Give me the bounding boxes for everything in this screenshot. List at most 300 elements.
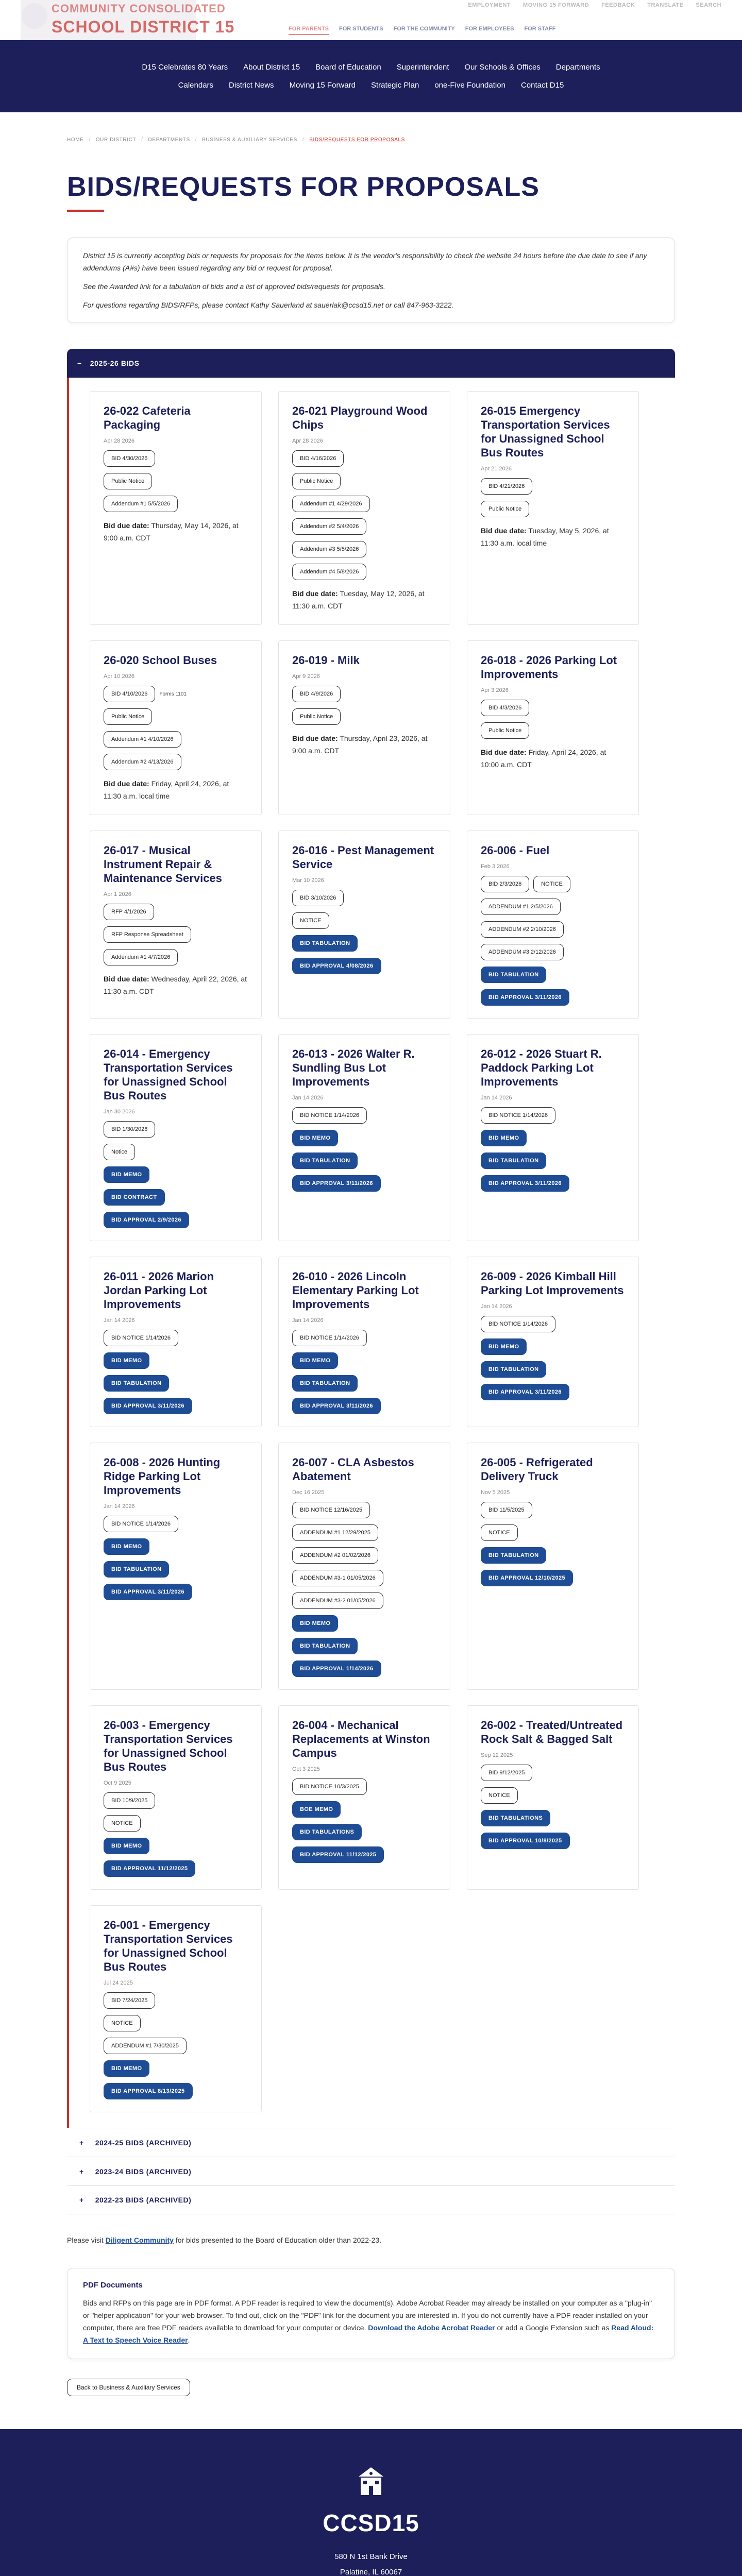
bid-due-label: Bid due date: <box>104 779 149 788</box>
bid-document-button[interactable]: NOTICE <box>481 1787 518 1804</box>
collapse-icon: − <box>77 359 82 367</box>
bid-document-button[interactable]: BID APPROVAL 3/11/2026 <box>292 1175 381 1192</box>
audience-nav <box>289 24 555 35</box>
main-nav-item-calendars[interactable]: Calendars <box>178 81 214 90</box>
bid-card <box>90 1443 262 1690</box>
utility-link-moving-15-forward[interactable]: MOVING 15 FORWARD <box>523 2 589 8</box>
bid-document-button[interactable]: Public Notice <box>104 708 152 725</box>
bid-button-row <box>481 1153 625 1169</box>
breadcrumb <box>67 137 675 143</box>
main-nav-row-2 <box>178 81 564 90</box>
bid-document-button[interactable]: BID MEMO <box>104 1352 149 1369</box>
utility-link-feedback[interactable]: FEEDBACK <box>601 2 635 8</box>
bid-document-button[interactable]: BID TABULATION <box>292 1153 358 1169</box>
bid-card-title: 26-020 School Buses <box>104 654 217 667</box>
audience-nav-for-students[interactable]: FOR STUDENTS <box>339 26 383 32</box>
bid-button-row <box>481 722 625 739</box>
bid-button-row <box>481 1833 625 1849</box>
bid-due-label: Bid due date: <box>292 734 338 742</box>
bid-button-row <box>104 1860 248 1877</box>
bid-document-button[interactable]: Notice <box>104 1144 135 1160</box>
bid-card <box>90 1034 262 1241</box>
bid-document-button[interactable]: Addendum #1 4/10/2026 <box>104 731 181 748</box>
bid-card <box>90 640 262 815</box>
bid-document-button[interactable]: ADDENDUM #2 2/10/2026 <box>481 921 564 938</box>
bid-button-row <box>292 1778 436 1795</box>
accordion-header-current[interactable] <box>67 349 675 378</box>
bid-button-row <box>292 1592 436 1609</box>
bid-due-date <box>292 587 436 612</box>
bid-document-button[interactable]: BID 1/30/2026 <box>104 1121 155 1138</box>
bid-button-row <box>104 949 248 965</box>
bid-document-button[interactable]: BID NOTICE 1/14/2026 <box>104 1516 178 1532</box>
bid-card-date: Nov 5 2025 <box>481 1489 510 1496</box>
bid-document-button[interactable]: ADDENDUM #3-2 01/05/2026 <box>292 1592 383 1609</box>
bid-document-button[interactable]: Addendum #3 5/5/2026 <box>292 541 366 557</box>
bid-card-date: Oct 3 2025 <box>292 1766 320 1772</box>
bid-document-button[interactable]: BID 4/16/2026 <box>292 450 344 467</box>
bid-document-button[interactable]: BID 4/21/2026 <box>481 478 532 495</box>
bids-grid <box>90 391 675 2112</box>
bid-due-label: Bid due date: <box>104 521 149 530</box>
bid-document-button[interactable]: BID APPROVAL 11/12/2025 <box>292 1846 384 1863</box>
bid-due-value: Wednesday, April 22, 2026, at 11:30 a.m. CDT <box>104 975 247 995</box>
bid-document-button[interactable]: BID TABULATION <box>481 1547 546 1564</box>
title-underline <box>67 210 104 212</box>
main-nav-item-one-five-foundation[interactable]: one-Five Foundation <box>434 81 505 90</box>
bid-button-row <box>104 926 248 943</box>
bid-button-row <box>104 1838 248 1854</box>
bid-button-row <box>481 1338 625 1355</box>
archived-sections <box>67 2128 675 2214</box>
utility-link-search[interactable]: SEARCH <box>696 2 721 8</box>
bid-document-button[interactable]: BID TABULATION <box>104 1375 169 1392</box>
bid-button-row <box>104 1212 248 1228</box>
utility-link-translate[interactable]: TRANSLATE <box>647 2 684 8</box>
bid-document-button[interactable]: BID TABULATION <box>104 1561 169 1578</box>
bid-due-value: Tuesday, May 5, 2026, at 11:30 a.m. local time <box>481 527 609 547</box>
breadcrumb-item-bids-requests-for-proposals[interactable]: BIDS/REQUESTS FOR PROPOSALS <box>309 137 405 143</box>
bid-card-title: 26-022 Cafeteria Packaging <box>104 404 191 431</box>
bid-button-row <box>292 1352 436 1369</box>
bid-button-row <box>104 1398 248 1414</box>
district-name-line1[interactable]: COMMUNITY CONSOLIDATED <box>52 2 226 15</box>
district-name-line2[interactable]: SCHOOL DISTRICT 15 <box>52 18 235 36</box>
bid-button-row <box>481 1316 625 1332</box>
bid-document-button[interactable]: BID APPROVAL 12/10/2025 <box>481 1570 573 1586</box>
footer-brand: CCSD15 <box>323 2510 419 2536</box>
bid-document-button[interactable]: BID TABULATIONS <box>292 1824 362 1840</box>
bid-document-button[interactable]: BID TABULATION <box>292 1638 358 1654</box>
bid-card <box>278 831 450 1019</box>
bid-due-value: Friday, April 24, 2026, at 10:00 a.m. CDT <box>481 748 606 769</box>
bid-button-row <box>104 1538 248 1555</box>
bid-document-button[interactable]: ADDENDUM #1 2/5/2026 <box>481 899 561 915</box>
bid-card <box>90 1905 262 2112</box>
bid-document-button[interactable]: BID APPROVAL 1/14/2026 <box>292 1660 381 1677</box>
bid-document-button[interactable]: Public Notice <box>292 708 341 725</box>
main-nav-item-district-news[interactable]: District News <box>229 81 274 90</box>
bid-button-row <box>292 1660 436 1677</box>
audience-nav-for-parents[interactable]: FOR PARENTS <box>289 24 329 35</box>
bid-button-row <box>292 518 436 535</box>
bid-button-row <box>292 1638 436 1654</box>
bid-document-button[interactable]: BID APPROVAL 10/8/2025 <box>481 1833 570 1849</box>
bid-button-row <box>292 1107 436 1124</box>
bid-document-button[interactable]: BID MEMO <box>104 1166 149 1183</box>
pdf-info-box <box>67 2268 675 2359</box>
bid-document-button[interactable]: BID NOTICE 1/14/2026 <box>104 1330 178 1346</box>
intro-paragraph-3: For questions regarding BIDS/RFPs, please contact Kathy Sauerland at sauerlak@ccsd15.net or call 847-963-3222. <box>83 301 454 309</box>
bid-card <box>467 1034 639 1241</box>
bid-document-button[interactable]: BID NOTICE 1/14/2026 <box>292 1330 367 1346</box>
bid-card-date: Mar 10 2026 <box>292 877 324 884</box>
bid-card-title: 26-004 - Mechanical Replacements at Winston Campus <box>292 1719 430 1759</box>
bid-button-row <box>481 1107 625 1124</box>
bid-card-title: 26-019 - Milk <box>292 654 360 667</box>
main-nav-item-board-of-education[interactable]: Board of Education <box>315 63 381 72</box>
bid-card-date: Jan 14 2026 <box>292 1317 324 1324</box>
bid-document-button[interactable]: BID 11/5/2025 <box>481 1502 532 1518</box>
bid-document-button[interactable]: BID TABULATION <box>481 1361 546 1378</box>
bids-accordion <box>67 349 675 2214</box>
bid-due-label: Bid due date: <box>104 975 149 983</box>
bid-document-button[interactable]: NOTICE <box>481 1524 518 1541</box>
bid-due-value: Thursday, May 14, 2026, at 9:00 a.m. CDT <box>104 521 239 542</box>
bid-card <box>467 391 639 625</box>
bid-card-date: Apr 28 2026 <box>292 438 323 444</box>
bid-card-buttons <box>481 876 625 1006</box>
breadcrumb-item-business-auxiliary-services[interactable]: BUSINESS & AUXILIARY SERVICES <box>202 137 297 143</box>
bid-button-row <box>292 541 436 557</box>
bid-card-buttons <box>104 904 248 965</box>
bid-button-row <box>481 1175 625 1192</box>
bid-document-button[interactable]: ADDENDUM #1 7/30/2025 <box>104 2038 187 2054</box>
bid-document-button[interactable]: BID MEMO <box>292 1352 338 1369</box>
bid-document-button[interactable]: BID CONTRACT <box>104 1189 165 1206</box>
intro-paragraph-2: See the Awarded link for a tabulation of bids and a list of approved bids/requests for proposals. <box>83 282 385 291</box>
archived-section-2022-23-bids-archived[interactable] <box>67 2185 675 2214</box>
bid-button-row <box>481 478 625 495</box>
bid-button-row <box>104 1584 248 1600</box>
bid-document-button[interactable]: BID 4/30/2026 <box>104 450 155 467</box>
bid-button-row <box>292 1330 436 1346</box>
bid-document-button[interactable]: NOTICE <box>104 2015 141 2031</box>
bid-card-title: 26-021 Playground Wood Chips <box>292 404 428 431</box>
bid-card-date: Apr 10 2026 <box>104 673 134 680</box>
bid-due-label: Bid due date: <box>481 527 527 535</box>
bid-button-row <box>481 501 625 517</box>
bid-document-button[interactable]: BID 2/3/2026 <box>481 876 529 892</box>
bid-card-date: Jan 14 2026 <box>292 1095 324 1101</box>
bid-button-row <box>292 1175 436 1192</box>
bid-document-button[interactable]: ADDENDUM #3 2/12/2026 <box>481 944 564 960</box>
bid-document-button[interactable]: NOTICE <box>104 1815 141 1832</box>
bid-card <box>278 1443 450 1690</box>
address-line-1: 580 N 1st Bank Drive <box>334 2552 408 2561</box>
bid-document-button[interactable]: BID MEMO <box>481 1130 527 1146</box>
bid-card-buttons <box>104 1992 248 2099</box>
bid-button-row <box>292 890 436 906</box>
bid-due-value: Tuesday, May 12, 2026, at 11:30 a.m. CDT <box>292 589 425 610</box>
bid-card <box>90 391 262 625</box>
site-footer <box>0 2429 742 2576</box>
bid-document-button[interactable]: BID APPROVAL 11/12/2025 <box>104 1860 195 1877</box>
bid-card-title: 26-018 - 2026 Parking Lot Improvements <box>481 654 617 681</box>
bid-card-date: Jan 14 2026 <box>481 1095 512 1101</box>
audience-nav-for-the-community[interactable]: FOR THE COMMUNITY <box>393 26 455 32</box>
bid-button-row <box>104 1330 248 1346</box>
bid-card-date: Sep 12 2025 <box>481 1752 513 1758</box>
address-line-2: Palatine, IL 60067 <box>340 2568 402 2576</box>
bid-document-button[interactable]: BID TABULATION <box>481 967 546 983</box>
bid-button-row <box>292 473 436 489</box>
bid-document-button[interactable]: BID NOTICE 1/14/2026 <box>481 1107 555 1124</box>
archived-section-2023-24-bids-archived[interactable] <box>67 2157 675 2185</box>
site-header <box>0 0 742 40</box>
pdf-text-mid: or add a Google Extension such as <box>495 2324 612 2332</box>
breadcrumb-item-departments[interactable]: DEPARTMENTS <box>148 137 190 143</box>
bid-card-buttons <box>104 450 248 512</box>
read-aloud-link[interactable]: Read Aloud: A Text to Speech Voice Reader <box>83 2324 654 2344</box>
bid-document-button[interactable]: Addendum #1 5/5/2026 <box>104 496 178 512</box>
bid-document-button[interactable]: BID 10/9/2025 <box>104 1792 155 1809</box>
bid-card <box>278 391 450 625</box>
bid-card-date: Feb 3 2026 <box>481 863 510 870</box>
bid-card <box>278 1034 450 1241</box>
archived-section-2024-25-bids-archived[interactable] <box>67 2128 675 2157</box>
bid-button-row <box>292 1615 436 1632</box>
pdf-info-text <box>83 2297 659 2346</box>
breadcrumb-item-home[interactable]: HOME <box>67 137 84 143</box>
bid-document-button[interactable]: BID 4/10/2026 <box>104 686 155 702</box>
bid-document-button[interactable]: BID APPROVAL 3/11/2026 <box>292 1398 381 1414</box>
bid-document-button[interactable]: BID APPROVAL 8/13/2025 <box>104 2083 193 2099</box>
bid-document-button[interactable]: NOTICE <box>292 912 329 929</box>
bid-document-button[interactable]: BID 7/24/2025 <box>104 1992 155 2009</box>
bid-card-title: 26-016 - Pest Management Service <box>292 844 434 871</box>
expand-icon: + <box>79 2196 84 2204</box>
bid-button-row <box>292 496 436 512</box>
bid-button-row <box>292 1524 436 1541</box>
bid-document-button[interactable]: BID NOTICE 1/14/2026 <box>481 1316 555 1332</box>
bid-document-button[interactable]: BID NOTICE 1/14/2026 <box>292 1107 367 1124</box>
diligent-note <box>67 2236 675 2244</box>
bid-card-title: 26-013 - 2026 Walter R. Sundling Bus Lot Improvements <box>292 1047 415 1088</box>
bid-button-row <box>104 1189 248 1206</box>
bid-card-date: Apr 28 2026 <box>104 438 134 444</box>
bid-button-row <box>104 1375 248 1392</box>
bid-document-button[interactable]: ADDENDUM #1 12/29/2025 <box>292 1524 378 1541</box>
bid-card <box>278 1705 450 1890</box>
bid-button-row <box>104 2083 248 2099</box>
district-seal-icon[interactable] <box>22 3 47 29</box>
bid-document-button[interactable]: BID APPROVAL 3/11/2026 <box>481 1175 569 1192</box>
bid-card-title: 26-007 - CLA Asbestos Abatement <box>292 1456 414 1483</box>
bid-card-date: Dec 16 2025 <box>292 1489 325 1496</box>
main-nav-item-d15-celebrates-80-years[interactable]: D15 Celebrates 80 Years <box>142 63 228 72</box>
bid-due-date <box>104 777 248 802</box>
bid-button-row <box>481 1810 625 1826</box>
bid-document-button[interactable]: BID 9/12/2025 <box>481 1765 532 1781</box>
bid-button-row <box>292 1801 436 1818</box>
bid-card-buttons <box>481 700 625 739</box>
bid-button-row <box>292 1130 436 1146</box>
bid-card-buttons <box>292 1502 436 1677</box>
main-nav-item-about-district-15[interactable]: About District 15 <box>243 63 300 72</box>
bid-card-title: 26-003 - Emergency Transportation Services for Unassigned School Bus Routes <box>104 1719 233 1773</box>
bid-card-buttons <box>292 450 436 580</box>
bid-document-button[interactable]: NOTICE <box>533 876 570 892</box>
bid-document-button[interactable]: BID TABULATION <box>292 1375 358 1392</box>
footer-address <box>0 2549 742 2576</box>
bid-document-button[interactable]: Addendum #1 4/7/2026 <box>104 949 178 965</box>
breadcrumb-item-our-district[interactable]: OUR DISTRICT <box>95 137 137 143</box>
bid-button-row <box>104 450 248 467</box>
bid-document-button[interactable]: BID NOTICE 12/16/2025 <box>292 1502 370 1518</box>
bid-card-buttons <box>292 890 436 974</box>
bid-card-date: Apr 9 2026 <box>292 673 320 680</box>
bid-due-value: Friday, April 24, 2026, at 11:30 a.m. local time <box>104 779 229 800</box>
bid-card-buttons <box>292 1107 436 1192</box>
bid-document-button[interactable]: BID MEMO <box>292 1130 338 1146</box>
bid-button-row <box>104 1352 248 1369</box>
diligent-community-link[interactable]: Diligent Community <box>105 2236 174 2244</box>
accordion-header-label: 2025-26 BIDS <box>90 359 140 367</box>
bid-card-title: 26-014 - Emergency Transportation Services for Unassigned School Bus Routes <box>104 1047 233 1102</box>
bid-button-row <box>292 935 436 952</box>
bid-button-note: Forms 1101 <box>159 691 187 697</box>
accordion-body-current <box>67 378 675 2128</box>
bid-document-button[interactable]: BID MEMO <box>104 2060 149 2077</box>
bid-document-button[interactable]: BID APPROVAL 3/11/2026 <box>104 1398 192 1414</box>
adobe-reader-link[interactable]: Download the Adobe Acrobat Reader <box>368 2324 495 2332</box>
bid-card-buttons <box>104 1516 248 1600</box>
bid-document-button[interactable]: RFP 4/1/2026 <box>104 904 154 920</box>
bid-card <box>467 831 639 1019</box>
bid-button-row <box>292 1502 436 1518</box>
bid-document-button[interactable]: Addendum #4 5/8/2026 <box>292 564 366 580</box>
bid-document-button[interactable]: ADDENDUM #3-1 01/05/2026 <box>292 1570 383 1586</box>
bid-due-label: Bid due date: <box>292 589 338 598</box>
audience-nav-for-employees[interactable]: FOR EMPLOYEES <box>465 26 514 32</box>
main-nav-item-strategic-plan[interactable]: Strategic Plan <box>370 81 419 90</box>
bid-card-title: 26-009 - 2026 Kimball Hill Parking Lot Improvements <box>481 1270 624 1297</box>
bid-card-title: 26-002 - Treated/Untreated Rock Salt & Bagged Salt <box>481 1719 623 1745</box>
bid-document-button[interactable]: BID TABULATION <box>481 1153 546 1169</box>
bid-document-button[interactable]: BID APPROVAL 3/11/2026 <box>481 989 569 1006</box>
bid-document-button[interactable]: Addendum #2 5/4/2026 <box>292 518 366 535</box>
bid-document-button[interactable]: RFP Response Spreadsheet <box>104 926 191 943</box>
bid-due-date <box>104 973 248 997</box>
main-content <box>67 112 675 2429</box>
main-nav-item-contact-d15[interactable]: Contact D15 <box>520 81 564 90</box>
bid-card-title: 26-006 - Fuel <box>481 844 550 857</box>
expand-icon: + <box>79 2138 84 2147</box>
bid-document-button[interactable]: BID APPROVAL 3/11/2026 <box>104 1584 192 1600</box>
bid-due-date <box>481 524 625 549</box>
bid-document-button[interactable]: Public Notice <box>292 473 341 489</box>
bid-button-row <box>104 731 248 748</box>
diligent-note-pre: Please visit <box>67 2236 106 2244</box>
audience-nav-for-staff[interactable]: FOR STAFF <box>524 26 556 32</box>
bid-document-button[interactable]: BID TABULATION <box>292 935 358 952</box>
bid-button-row <box>481 921 625 938</box>
bid-card-title: 26-015 Emergency Transportation Services for Unassigned School Bus Routes <box>481 404 610 459</box>
bid-document-button[interactable]: Addendum #1 4/29/2026 <box>292 496 370 512</box>
bid-card-date: Oct 9 2025 <box>104 1780 131 1786</box>
bid-card <box>467 1257 639 1427</box>
bid-document-button[interactable]: BID MEMO <box>104 1538 149 1555</box>
breadcrumb-separator: / <box>89 137 91 143</box>
bid-button-row <box>292 1824 436 1840</box>
bid-document-button[interactable]: BID APPROVAL 4/08/2026 <box>292 958 381 974</box>
bid-document-button[interactable]: BID MEMO <box>292 1615 338 1632</box>
intro-box <box>67 238 675 323</box>
bid-card-date: Jul 24 2025 <box>104 1980 133 1986</box>
bid-document-button[interactable]: Public Notice <box>481 501 529 517</box>
bid-document-button[interactable]: Public Notice <box>481 722 529 739</box>
back-button[interactable]: Back to Business & Auxiliary Services <box>67 2379 190 2396</box>
bid-document-button[interactable]: BID MEMO <box>104 1838 149 1854</box>
bid-card-title: 26-005 - Refrigerated Delivery Truck <box>481 1456 593 1483</box>
bid-document-button[interactable]: BID 3/10/2026 <box>292 890 344 906</box>
bid-card-buttons <box>292 1778 436 1863</box>
bid-document-button[interactable]: BID TABULATIONS <box>481 1810 550 1826</box>
bid-document-button[interactable]: BID 4/3/2026 <box>481 700 529 716</box>
bid-button-row <box>481 1765 625 1781</box>
bid-due-value: Thursday, April 23, 2026, at 9:00 a.m. CDT <box>292 734 428 755</box>
bid-button-row <box>292 958 436 974</box>
bid-card-date: Apr 3 2026 <box>481 687 509 693</box>
bid-card-date: Jan 14 2026 <box>104 1317 135 1324</box>
bid-document-button[interactable]: BOE MEMO <box>292 1801 341 1818</box>
bid-button-row <box>104 2060 248 2077</box>
main-nav-item-our-schools-offices[interactable]: Our Schools & Offices <box>464 63 541 72</box>
main-nav <box>0 40 742 112</box>
bid-button-row <box>481 1130 625 1146</box>
bid-document-button[interactable]: Public Notice <box>104 473 152 489</box>
main-nav-item-departments[interactable]: Departments <box>555 63 600 72</box>
bid-card-buttons <box>104 686 248 770</box>
breadcrumb-separator: / <box>195 137 197 143</box>
bid-button-row <box>292 1547 436 1564</box>
bid-card-title: 26-001 - Emergency Transportation Services for Unassigned School Bus Routes <box>104 1919 233 1973</box>
utility-link-employment[interactable]: EMPLOYMENT <box>468 2 511 8</box>
bid-button-row <box>104 496 248 512</box>
main-nav-item-moving-15-forward[interactable]: Moving 15 Forward <box>289 81 356 90</box>
bid-button-row <box>104 1166 248 1183</box>
breadcrumb-separator: / <box>302 137 305 143</box>
bid-document-button[interactable]: BID 4/9/2026 <box>292 686 341 702</box>
bid-button-row <box>481 899 625 915</box>
bid-button-row <box>481 1570 625 1586</box>
bid-document-button[interactable]: Addendum #2 4/13/2026 <box>104 754 181 770</box>
bid-card <box>90 1705 262 1890</box>
bid-document-button[interactable]: BID APPROVAL 3/11/2026 <box>481 1384 569 1400</box>
bid-document-button[interactable]: BID MEMO <box>481 1338 527 1355</box>
bid-card-date: Jan 14 2026 <box>104 1503 135 1510</box>
main-nav-item-superintendent[interactable]: Superintendent <box>396 63 449 72</box>
bid-button-row <box>292 564 436 580</box>
bid-document-button[interactable]: BID APPROVAL 2/9/2026 <box>104 1212 189 1228</box>
expand-icon: + <box>79 2167 84 2176</box>
bid-document-button[interactable]: ADDENDUM #2 01/02/2026 <box>292 1547 378 1564</box>
page-title: BIDS/REQUESTS FOR PROPOSALS <box>67 172 539 202</box>
bid-card-buttons <box>104 1792 248 1877</box>
bid-card-buttons <box>104 1121 248 1228</box>
bid-document-button[interactable]: BID NOTICE 10/3/2025 <box>292 1778 367 1795</box>
